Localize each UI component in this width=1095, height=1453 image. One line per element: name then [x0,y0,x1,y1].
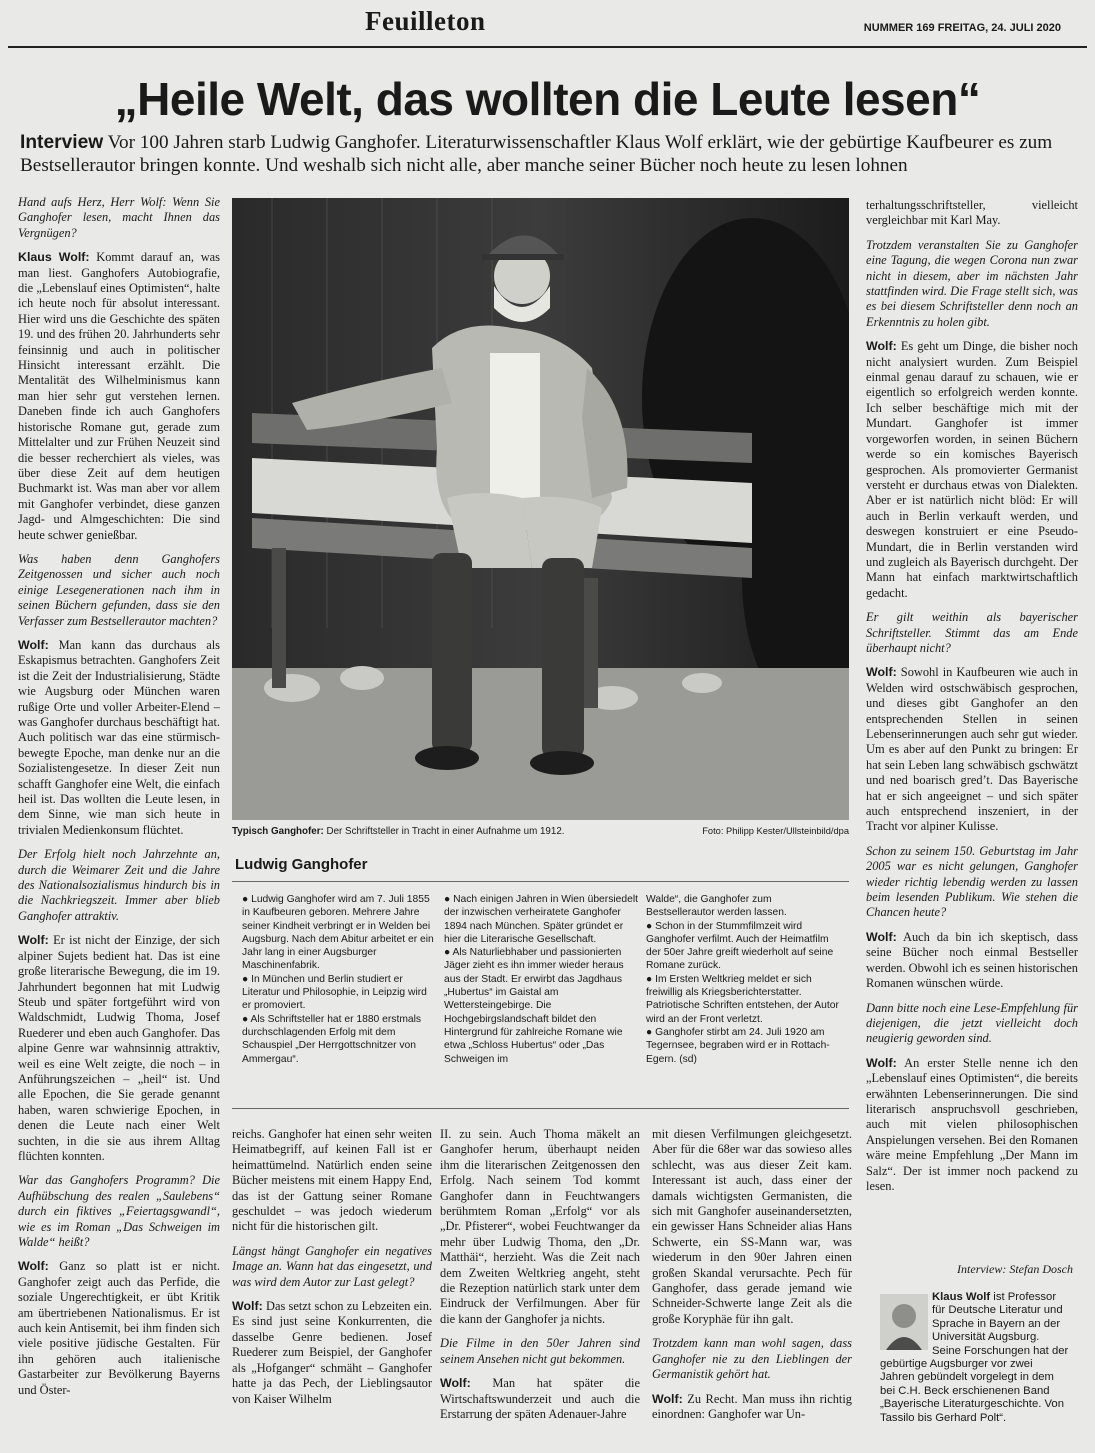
speaker: Wolf: [18,637,49,652]
bullet-text: Ganghofer stirbt am 24. Juli 1920 am Tegernsee, begraben wird er in Rottach-Egern. (sd) [646,1026,830,1065]
answer [866,930,1078,992]
answer [18,638,220,838]
speaker: Wolf: [232,1299,263,1314]
portrait-spacer [880,1291,932,1349]
answer-continuation: II. zu sein. Auch Thoma mäkelt an Ganghofer herum, überhaupt neiden ihm die literarischen Zeitgenossen den Erfolg. Nach seinem Tod kommt Ganghofer dann in Feuchtwangers berühmtem Roman „Erfolg“ vor als „Dr. Pfisterer“, wobei Feuchtwanger da mehr über Ludwig Thoma, den „Dr. Matthäi“, herzieht. Was die Zeit nach dem Zweiten Weltkrieg angeht, steht die Rezeption natürlich stark unter dem Eindruck der Verfilmungen. Aber für die kann der Ganghofer ja nichts. [440,1127,640,1326]
caption-label: Typisch Ganghofer: [232,826,324,837]
answer-text: An erster Stelle nenne ich den „Lebenslauf eines Optimisten“, die bereits erwähnten Lebenserinnerungen. Die sind literarisch anspruchsvoll geschrieben, auch mit vielen philosophischen Anspielungen versehen. Bei den Romanen wäre meine Empfehlung „Der Mann im Salz“. Der ist immer noch packend zu lesen. [866,1055,1078,1193]
question: Schon zu seinem 150. Geburtstag im Jahr 2005 war es nicht gelungen, Ganghofer wieder richtig lebendig werden zu lassen beim lesenden Publikum. Wie stehen die Chancen heute? [866,843,1078,920]
bullet-text: Nach einigen Jahren in Wien übersiedelt der inzwischen verheiratete Ganghofer 1894 nach München. Später gründet er hier die Literarische Gesellschaft. [444,894,638,945]
question: Er gilt weithin als bayerischer Schriftsteller. Stimmt das am Ende überhaupt nicht? [866,610,1078,655]
photo-credit: Foto: Philipp Kester/Ullsteinbild/dpa [702,826,849,836]
answer [18,1259,220,1398]
bullet-text: Ludwig Ganghofer wird am 7. Juli 1855 in Kaufbeuren geboren. Mehrere Jahre seiner Kindheit verbringt er in Welden bei Augsburg. Nach dem Abitur arbeitet er ein Jahr lang in einer Augsburger Maschinenfabrik. [242,894,434,972]
bullet-item: ● Als Schriftsteller hat er 1880 erstmals durchschlagenden Erfolg mit dem Schauspiel „Der Herrgottschnitzer von Ammergau“. [242,1013,422,1065]
infobox-title: Ludwig Ganghofer [235,856,368,873]
answer-text: Kommt darauf an, was man liest. Ganghofers Autobiografie, die „Lebenslauf eines Optimisten“, halte ich heute noch für absolut interessant. Hier wird uns die Geschichte des späten 19. und des frühen 20. Jahrhunderts sehr feinsinnig und auch in politischer Hinsicht interessant erzählt. Die Mentalität des Wilhelminismus kann man hier sehr gut verstehen lernen. Daneben finde ich auch Ganghofers historische Romane gut, gerade zum Mittelalter und zur Frühen Neuzeit sind die besser recherchiert als vieles, was über diese Zeit auf dem heutigen Buchmarkt ist. Was man aber vor allem mit Ganghofer verbindet, diese ganzen Jagd- und Almgeschichten: Die sind heute schwer genießbar. [18,250,220,542]
answer-text: Sowohl in Kaufbeuren wie auch in Welden wird ostschwäbisch gesprochen, und dieses gibt Ganghofer an den entsprechenden Stellen in seinen Lebenserinnerungen auch sehr gut wieder. Um es aber auf den Punkt zu bringen: Er hat sein Leben lang schwäbisch gschwätzt und ned boarisch gred’t. Das Bayerische hat er sich angeeignet – und sich später auch entsprechend inszeniert, in der Tracht vor alpiner Kulisse. [866,665,1078,834]
lead-paragraph [20,131,1080,177]
answer-continuation: reichs. Ganghofer hat einen sehr weiten Heimatbegriff, auf keinen Fall ist er heimattümelnd. Natürlich enden seine Bücher meistens mit einem Happy End, das ist der Gattung seiner Romane geschuldet – was jedoch wiederum nicht für die historischen gilt. [232,1127,432,1234]
interview-column-5 [866,198,1078,1278]
infobox-bottom-rule [232,1108,849,1109]
lead-kicker: Interview [20,132,104,153]
answer [232,1299,432,1407]
infobox-rule [232,881,849,882]
bullet-text: Als Naturliebhaber und passionierten Jäger zieht es ihn immer wieder heraus aus der Stadt. Er erwirbt das Jagdhaus „Hubertus“ im Gaistal am Wettersteingebirge. Die Hochgebirgslandschaft bildet den Hintergrund für zahlreiche Romane wie etwa „Schloss Hubertus“ oder „Das Schweigen im [444,947,624,1065]
answer-text: Das setzt schon zu Lebzeiten ein. Es sind just seine Konkurrenten, die dasselbe Genre bedienen. Josef Ruederer zum Beispiel, der Ganghofer als „Hofganger“ schmäht – Ganghofer hatte ja das Pech, der Lieblingsautor von Kaiser Wilhelm [232,1299,432,1406]
bullet-text: Schon in der Stummfilmzeit wird Ganghofer verfilmt. Auch der Heimatfilm der 50er Jahre greift wiederholt auf seine Romane zurück. [646,920,834,972]
answer [18,933,220,1164]
author-bio [880,1291,1070,1425]
answer-text: Man hat später die Wirtschaftswunderzeit und auch die Erstarrung der späten Adenauer-Jahre [440,1376,640,1421]
question: Die Filme in den 50er Jahren sind seinem Ansehen nicht gut bekommen. [440,1336,640,1366]
speaker: Wolf: [652,1391,683,1406]
speaker: Wolf: [866,665,897,680]
speaker: Klaus Wolf: [18,250,90,265]
answer [652,1392,852,1423]
bullet-continuation: Walde“, die Ganghofer zum Bestsellerautor werden lassen. [646,894,787,919]
infobox-column-2 [444,893,639,1066]
answer-text: Er ist nicht der Einzige, der sich alpiner Sujets bedient hat. Das ist eine große literarische Bewegung, die im 19. Jahrhundert begonnen hat mit Ludwig Steub und später fortgeführt wird von Waldschmidt, Ludwig Thoma, Josef Ruederer und eben auch Ganghofer. Das alpine Genre war wahnsinnig attraktiv, weil es eine Welt zeigte, die noch – in Anführungszeichen – „heil“ ist. Und alle Epochen, die Sie gerade genannt haben, waren schwierige Epochen, in denen die Leute nach einer Welt suchten, in die sie aus ihrem Alltag flüchten konnten. [18,933,220,1163]
answer-text: Es geht um Dinge, die bisher noch nicht analysiert wurden. Zum Beispiel einmal genau darauf zu schauen, wie er eigentlich so erfolgreich werden konnte. Ich selber beschäftige mich mit der Mundart. Ganghofer ist immer vorgeworfen worden, in seinen Büchern werde so ein komisches Bayerisch gesprochen. Als promovierter Germanist versteht er durchaus etwas von Dialekten. Aber er ist natürlich nicht blöd: Er will auch in Berlin verkauft werden, und deswegen konstruiert er eine Pseudo-Mundart, die in Berlin verstanden wird und zugleich als Bayerisch durchgeht. Der Mann hat einfach marktwirtschaftlich gedacht. [866,339,1078,600]
author-bio-text: ist Professor für Deutsche Literatur und Sprache in Bayern an der Universität Augsburg. Seine Forschungen hat der gebürtige Augsburger vor zwei Jahren gebündelt vorgelegt in dem bei C.H. Beck erschienenen Band „Bayerische Literaturgeschichte. Von Tassilo bis Gerhard Polt“. [880,1291,1069,1424]
speaker: Wolf: [18,933,49,948]
lead-text: Vor 100 Jahren starb Ludwig Ganghofer. Literaturwissenschaftler Klaus Wolf erklärt, wie der gebürtige Kaufbeurer es zum Bestsellerautor bringen konnte. Und weshalb sich nicht alle, aber manche seiner Bücher noch heute zu lesen lohnen [20,132,1053,176]
speaker: Wolf: [866,339,897,354]
speaker: Wolf: [18,1259,49,1274]
answer-continuation: mit diesen Verfilmungen gleichgesetzt. Aber für die 68er war das sowieso alles schlecht, was aus dieser Zeit kam. Interessant ist auch, dass einer der damals wichtigsten Germanisten, die sich mit Ganghofer auseinandersetzten, ein gewisser Hans Schneider alias Hans Schwerte, ein SS-Mann war, was wiederum in den 90er Jahren einen großen Skandal verursachte. Pech für Ganghofer, dass gerade jemand wie Schneider-Schwerte lange Zeit als die große Koryphäe für ihn galt. [652,1127,852,1326]
top-rule [8,46,1087,48]
speaker: Wolf: [440,1376,471,1391]
question: Dann bitte noch eine Lese-Empfehlung für diejenigen, die jetzt vielleicht doch neugierig geworden sind. [866,1000,1078,1046]
answer [866,665,1078,834]
answer-text: Auch da bin ich skeptisch, dass seine Bücher noch einmal Bestseller werden. Obwohl ich es seinen historischen Romanen wünschen würde. [866,929,1078,991]
section-title: Feuilleton [365,6,486,36]
answer [440,1376,640,1422]
question: Hand aufs Herz, Herr Wolf: Wenn Sie Ganghofer lesen, macht Ihnen das Vergnügen? [18,195,220,240]
question: War das Ganghofers Programm? Die Aufhübschung des realen „Saulebens“ durch ein fiktives „Feiertagsgwandl“, wie es im Roman „Das Schweigen im Walde“ heißt? [18,1173,220,1249]
answer-continuation: terhaltungsschriftsteller, vielleicht vergleichbar mit Karl May. [866,198,1078,228]
question: Was haben denn Ganghofers Zeitgenossen und sicher auch noch einige Lesegenerationen nach ihm in seinen Büchern gefunden, dass sie den Verfasser zum Bestsellerautor machten? [18,551,220,628]
bullet-item: ● Als Naturliebhaber und passionierten Jäger zieht es ihn immer wieder heraus aus der Stadt. Er erwirbt das Jagdhaus „Hubertus“ im Gaistal am Wettersteingebirge. Die Hochgebirgslandschaft bildet den Hintergrund für zahlreiche Romane wie etwa „Schloss Hubertus“ oder „Das Schweigen im [444,947,624,1065]
interview-signature: Interview: Stefan Dosch [957,1262,1073,1276]
speaker: Wolf: [866,929,897,944]
bullet-item: ● Ganghofer stirbt am 24. Juli 1920 am Tegernsee, begraben wird er in Rottach-Egern. (sd) [646,1026,830,1065]
bullet-text: Als Schriftsteller hat er 1880 erstmals durchschlagenden Erfolg mit dem Schauspiel „Der Herrgottschnitzer von Ammergau“. [242,1013,422,1065]
question: Längst hängt Ganghofer ein negatives Image an. Wann hat das eingesetzt, und was wird dem Autor zur Last gelegt? [232,1243,432,1289]
answer-text: Ganz so platt ist er nicht. Ganghofer zeigt auch das Perfide, die soziale Ungerechtigkeit, er übt Kritik am übertriebenen Nationalismus. Er ist auch kein Antisemit, bei ihm finden sich viele positive jüdische Gestalten. Für ihn gehören auch italienische Gastarbeiter zur Bevölkerung Bayerns und Öster- [18,1259,220,1397]
bullet-text: Im Ersten Weltkrieg meldet er sich freiwillig als Kriegsberichterstatter. Patriotische Schriften entstehen, der Autor wird an der Front verletzt. [646,973,839,1025]
ganghofer-photo [232,198,849,820]
speaker: Wolf: [866,1055,897,1070]
caption-text: Der Schriftsteller in Tracht in einer Aufnahme um 1912. [323,826,565,837]
question: Trotzdem kann man wohl sagen, dass Ganghofer nie zu den Lieblingen der Germanistik gehört hat. [652,1336,852,1382]
interview-column-1 [18,195,220,1450]
answer [866,339,1078,601]
infobox-column-3 [646,893,841,1066]
bullet-item: ● In München und Berlin studiert er Literatur und Philosophie, in Leipzig wird er promoviert. [242,973,427,1012]
answer [866,1056,1078,1195]
answer-text: Zu Recht. Man muss ihn richtig einordnen: Ganghofer war Un- [652,1391,852,1421]
bullet-item: ● Nach einigen Jahren in Wien übersiedelt der inzwischen verheiratete Ganghofer 1894 nach München. Später gründet er hier die Literarische Gesellschaft. [444,894,638,945]
question: Trotzdem veranstalten Sie zu Ganghofer eine Tagung, die wegen Corona nun zwar nicht in diesem, aber im nächsten Jahr stattfinden wird. Die Frage stellt sich, was es bei diesem Schriftsteller denn noch an Erkenntnis zu holen gibt. [866,237,1078,329]
bullet-text: In München und Berlin studiert er Literatur und Philosophie, in Leipzig wird er promoviert. [242,973,427,1012]
question: Der Erfolg hielt noch Jahrzehnte an, durch die Weimarer Zeit und die Jahre des Nationalsozialismus hindurch bis in die Nachkriegszeit. Immer aber blieb Ganghofer attraktiv. [18,847,220,923]
interview-column-3 [440,1127,640,1453]
interview-column-2 [232,1127,432,1453]
dateline: NUMMER 169 FREITAG, 24. JULI 2020 [863,22,1061,34]
headline: „Heile Welt, das wollten die Leute lesen“ [114,73,981,125]
infobox-column-1 [242,893,437,1066]
answer-text: Man kann das durchaus als Eskapismus betrachten. Ganghofers Zeit ist die Zeit der Industrialisierung, Städte wie Augsburg oder München waren rußige Orte und voller Arbeiter-Elend – was Ganghofer durchaus beschäftigt hat. Auch politisch war das eine stürmisch-bewegte Epoche, man denke nur an die Sozialistengesetze. In dieser Zeit nun schafft Ganghofer eine Welt, die einfach heil ist. Das wollten die Leute lesen, in dem Sinne, wie man sich heute in trivialen Medienkonsum flüchtet. [18,637,220,837]
answer [18,250,220,543]
interview-column-4 [652,1127,852,1453]
author-name: Klaus Wolf [932,1291,991,1303]
bullet-item: ● Ludwig Ganghofer wird am 7. Juli 1855 in Kaufbeuren geboren. Mehrere Jahre seiner Kindheit verbringt er in Welden bei Augsburg. Nach dem Abitur arbeitet er ein Jahr lang in einer Augsburger Maschinenfabrik. [242,894,434,972]
bullet-item: ● Im Ersten Weltkrieg meldet er sich freiwillig als Kriegsberichterstatter. Patriotische Schriften entstehen, der Autor wird an der Front verletzt. [646,973,839,1025]
bullet-item: ● Schon in der Stummfilmzeit wird Ganghofer verfilmt. Auch der Heimatfilm der 50er Jahre greift wiederholt auf seine Romane zurück. [646,920,834,972]
